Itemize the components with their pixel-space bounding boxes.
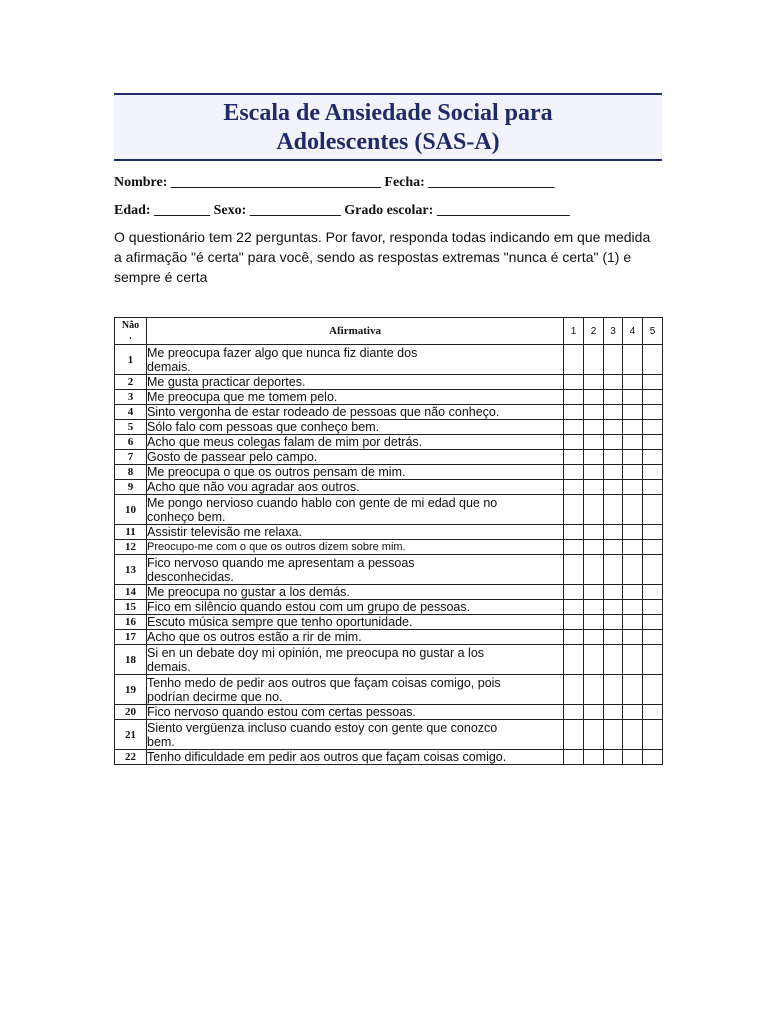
answer-cell-3[interactable] [604,435,623,450]
answer-cell-4[interactable] [623,345,643,375]
item-number: 21 [115,720,147,750]
item-statement [147,495,564,525]
answer-cell-4[interactable] [623,435,643,450]
answer-cell-4[interactable] [623,750,643,765]
answer-cell-3[interactable] [604,390,623,405]
answer-cell-4[interactable] [623,525,643,540]
item-number: 8 [115,465,147,480]
table-row [115,480,663,495]
answer-cell-5[interactable] [643,435,663,450]
item-statement-line-1: Acho que os outros estão a rir de mim. [147,630,362,644]
answer-cell-4[interactable] [623,630,643,645]
table-row [115,450,663,465]
answer-cell-4[interactable] [623,465,643,480]
header-number [115,318,147,345]
answer-cell-4[interactable] [623,375,643,390]
item-number: 11 [115,525,147,540]
document-page [114,93,662,764]
answer-cell-4[interactable] [623,405,643,420]
item-statement-line-2: demais. [147,359,191,374]
table-header-row [115,318,663,345]
table-row [115,345,663,375]
table-row [115,705,663,720]
item-statement-line-1: Me preocupa que me tomem pelo. [147,390,338,404]
item-number: 6 [115,435,147,450]
answer-cell-2[interactable] [584,750,604,765]
item-statement-line-1: Sinto vergonha de estar rodeado de pessoas que não conheço. [147,405,500,419]
answer-cell-4[interactable] [623,540,643,555]
table-row [115,585,663,600]
answer-cell-3[interactable] [604,525,623,540]
answer-cell-2[interactable] [584,420,604,435]
item-statement [147,585,564,600]
answer-cell-3[interactable] [604,480,623,495]
item-statement-line-1: Gosto de passear pelo campo. [147,450,318,464]
answer-cell-1[interactable] [564,630,584,645]
answer-cell-1[interactable] [564,480,584,495]
answer-cell-1[interactable] [564,750,584,765]
answer-cell-5[interactable] [643,750,663,765]
answer-cell-3[interactable] [604,555,623,585]
instructions [114,227,654,287]
item-statement [147,435,564,450]
answer-cell-4[interactable] [623,480,643,495]
answer-cell-1[interactable] [564,705,584,720]
answer-cell-5[interactable] [643,480,663,495]
item-number: 7 [115,450,147,465]
answer-cell-4[interactable] [623,600,643,615]
answer-cell-4[interactable] [623,495,643,525]
table-row [115,405,663,420]
item-statement [147,525,564,540]
item-statement-line-1: Fico nervoso quando estou com certas pessoas. [147,705,416,719]
answer-cell-2[interactable] [584,555,604,585]
answer-cell-5[interactable] [643,450,663,465]
header-statement: Afirmativa [147,318,564,345]
answer-cell-3[interactable] [604,540,623,555]
answer-cell-1[interactable] [564,720,584,750]
answer-cell-3[interactable] [604,465,623,480]
answer-cell-1[interactable] [564,555,584,585]
item-statement-line-1: Acho que não vou agradar aos outros. [147,480,360,494]
item-statement [147,375,564,390]
table-row [115,750,663,765]
answer-cell-5[interactable] [643,345,663,375]
answer-cell-5[interactable] [643,585,663,600]
item-statement [147,750,564,765]
item-number: 1 [115,345,147,375]
answer-cell-2[interactable] [584,390,604,405]
item-statement-line-1: Fico em silêncio quando estou com um grupo de pessoas. [147,600,471,614]
item-statement-line-1: Me preocupa o que os outros pensam de mim. [147,465,406,479]
item-statement [147,615,564,630]
answer-cell-4[interactable] [623,555,643,585]
answer-cell-2[interactable] [584,600,604,615]
item-number: 4 [115,405,147,420]
fields-name-date: Nombre: ______________________________ Fecha: __________________ [114,175,555,190]
answer-cell-2[interactable] [584,720,604,750]
instructions-line-1: O questionário tem 22 perguntas. Por favor, responda todas indicando em que medida [114,229,651,245]
item-statement-line-1: Me gusta practicar deportes. [147,375,306,389]
answer-cell-3[interactable] [604,585,623,600]
header-col-1: 1 [564,318,584,345]
table-row [115,615,663,630]
item-statement-line-1: Tenho dificuldade em pedir aos outros que façam coisas comigo. [147,750,507,764]
answer-cell-4[interactable] [623,585,643,600]
answer-cell-3[interactable] [604,705,623,720]
answer-cell-5[interactable] [643,390,663,405]
item-statement-line-2: demais. [147,659,191,674]
item-statement-line-1: Si en un debate doy mi opinión, me preocupa no gustar a los [147,645,485,660]
item-statement-line-1: Siento vergüenza incluso cuando estoy con gente que conozco [147,720,498,735]
answer-cell-2[interactable] [584,675,604,705]
answer-cell-4[interactable] [623,420,643,435]
table-row [115,465,663,480]
answer-cell-2[interactable] [584,705,604,720]
table-row [115,555,663,585]
answer-cell-5[interactable] [643,540,663,555]
item-number: 13 [115,555,147,585]
item-statement-line-1: Assistir televisão me relaxa. [147,525,302,539]
answer-cell-1[interactable] [564,675,584,705]
answer-cell-1[interactable] [564,495,584,525]
item-statement-line-1: Tenho medo de pedir aos outros que façam coisas comigo, pois [147,675,501,690]
table-row [115,420,663,435]
answer-cell-5[interactable] [643,375,663,390]
item-number: 19 [115,675,147,705]
answer-cell-4[interactable] [623,705,643,720]
item-statement-line-2: conheço bem. [147,509,226,524]
answer-cell-5[interactable] [643,630,663,645]
item-statement-line-1: Acho que meus colegas falam de mim por detrás. [147,435,423,449]
item-statement [147,450,564,465]
answer-cell-5[interactable] [643,525,663,540]
table-row [115,645,663,675]
item-statement-line-1: Fico nervoso quando me apresentam a pessoas [147,555,415,570]
answer-cell-1[interactable] [564,465,584,480]
answer-cell-3[interactable] [604,600,623,615]
answer-cell-2[interactable] [584,540,604,555]
item-number: 2 [115,375,147,390]
answer-cell-2[interactable] [584,405,604,420]
header-number-line-2: . [129,331,132,342]
answer-cell-3[interactable] [604,495,623,525]
answer-cell-5[interactable] [643,405,663,420]
fields-age-sex-grade: Edad: ________ Sexo: _____________ Grado escolar: ___________________ [114,203,570,218]
table-row [115,375,663,390]
answer-cell-3[interactable] [604,720,623,750]
item-statement [147,405,564,420]
item-number: 9 [115,480,147,495]
answer-cell-2[interactable] [584,435,604,450]
answer-cell-2[interactable] [584,615,604,630]
table-row [115,495,663,525]
answer-cell-5[interactable] [643,465,663,480]
table-row [115,720,663,750]
item-statement [147,600,564,615]
item-number: 20 [115,705,147,720]
item-statement [147,540,564,555]
answer-cell-1[interactable] [564,450,584,465]
answer-cell-3[interactable] [604,630,623,645]
answer-cell-4[interactable] [623,450,643,465]
answer-cell-2[interactable] [584,630,604,645]
item-statement-line-1: Escuto música sempre que tenho oportunidade. [147,615,413,629]
answer-cell-5[interactable] [643,705,663,720]
answer-cell-3[interactable] [604,405,623,420]
answer-cell-1[interactable] [564,345,584,375]
answer-cell-4[interactable] [623,675,643,705]
item-statement-line-2: bem. [147,734,175,749]
title-line-2: Adolescentes (SAS-A) [276,129,500,155]
answer-cell-5[interactable] [643,720,663,750]
item-number: 18 [115,645,147,675]
answer-cell-4[interactable] [623,390,643,405]
table-row [115,390,663,405]
table-row [115,525,663,540]
answer-cell-3[interactable] [604,450,623,465]
answer-cell-4[interactable] [623,645,643,675]
answer-cell-2[interactable] [584,345,604,375]
item-statement-line-2: desconhecidas. [147,569,234,584]
item-number: 10 [115,495,147,525]
table-row [115,630,663,645]
item-statement [147,345,564,375]
answer-cell-4[interactable] [623,720,643,750]
item-statement [147,465,564,480]
item-number: 17 [115,630,147,645]
item-statement [147,720,564,750]
item-statement-line-1: Sólo falo com pessoas que conheço bem. [147,420,380,434]
answer-cell-3[interactable] [604,675,623,705]
answer-cell-2[interactable] [584,450,604,465]
item-statement [147,420,564,435]
answer-cell-2[interactable] [584,495,604,525]
item-statement [147,705,564,720]
answer-cell-1[interactable] [564,420,584,435]
item-statement [147,645,564,675]
instructions-line-3: sempre é certa [114,269,208,285]
header-col-3: 3 [604,318,623,345]
answer-cell-3[interactable] [604,375,623,390]
item-number: 5 [115,420,147,435]
answer-cell-1[interactable] [564,375,584,390]
answer-cell-3[interactable] [604,645,623,675]
item-number: 14 [115,585,147,600]
item-number: 16 [115,615,147,630]
answer-cell-3[interactable] [604,615,623,630]
item-statement-line-1: Me preocupa no gustar a los demás. [147,585,350,599]
table-row [115,540,663,555]
item-statement [147,630,564,645]
answer-cell-5[interactable] [643,420,663,435]
answer-cell-1[interactable] [564,615,584,630]
item-statement-line-2: podrían decirme que no. [147,689,283,704]
answer-cell-1[interactable] [564,600,584,615]
header-col-4: 4 [623,318,643,345]
answer-cell-2[interactable] [584,480,604,495]
item-number: 15 [115,600,147,615]
header-number-line-1: Não [121,320,140,331]
answer-cell-1[interactable] [564,585,584,600]
answer-cell-2[interactable] [584,525,604,540]
answer-cell-1[interactable] [564,435,584,450]
instructions-line-2: a afirmação "é certa" para você, sendo as respostas extremas "nunca é certa" (1) e [114,249,632,265]
answer-cell-1[interactable] [564,525,584,540]
answer-cell-2[interactable] [584,645,604,675]
item-statement [147,675,564,705]
item-statement [147,480,564,495]
answer-cell-3[interactable] [604,420,623,435]
answer-cell-2[interactable] [584,465,604,480]
item-statement-line-1: Me pongo nervioso cuando hablo con gente de mi edad que no [147,495,498,510]
item-statement-line-1: Preocupo-me com o que os outros dizem sobre mim. [147,541,406,553]
answer-cell-4[interactable] [623,615,643,630]
table-row [115,435,663,450]
item-number: 3 [115,390,147,405]
title-banner [114,93,662,161]
table-row [115,600,663,615]
answer-cell-5[interactable] [643,615,663,630]
title-line-1: Escala de Ansiedade Social para [223,100,553,126]
header-col-2: 2 [584,318,604,345]
answer-cell-5[interactable] [643,495,663,525]
answer-cell-1[interactable] [564,390,584,405]
header-col-5: 5 [643,318,663,345]
answer-cell-2[interactable] [584,585,604,600]
answer-cell-3[interactable] [604,345,623,375]
answer-cell-5[interactable] [643,675,663,705]
answer-cell-1[interactable] [564,540,584,555]
item-statement [147,555,564,585]
scale-table [114,317,663,765]
answer-cell-2[interactable] [584,375,604,390]
item-statement [147,390,564,405]
answer-cell-1[interactable] [564,405,584,420]
answer-cell-5[interactable] [643,645,663,675]
answer-cell-5[interactable] [643,600,663,615]
item-statement-line-1: Me preocupa fazer algo que nunca fiz diante dos [147,345,418,360]
answer-cell-1[interactable] [564,645,584,675]
item-number: 12 [115,540,147,555]
table-row [115,675,663,705]
answer-cell-3[interactable] [604,750,623,765]
item-number: 22 [115,750,147,765]
answer-cell-5[interactable] [643,555,663,585]
